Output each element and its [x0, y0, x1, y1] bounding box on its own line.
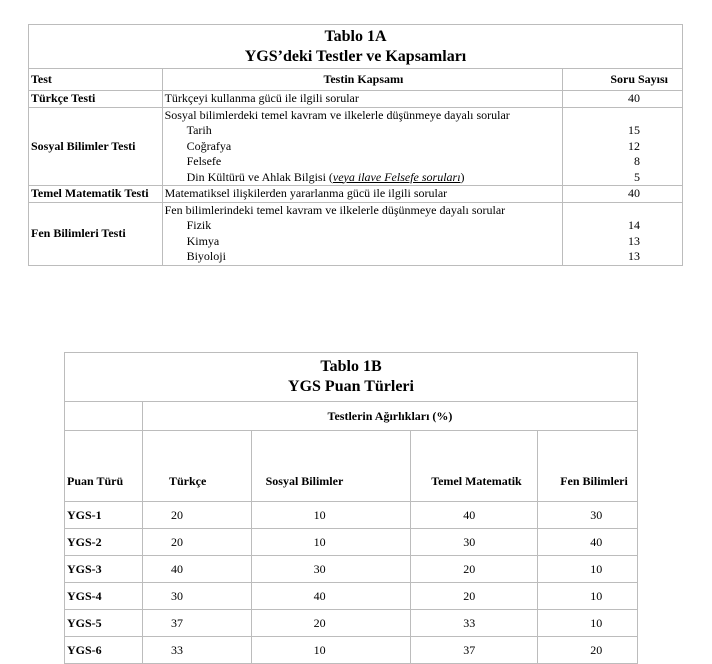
table-row — [65, 610, 638, 637]
cell-value: 40 — [538, 529, 638, 556]
cell-value: 10 — [538, 556, 638, 583]
table-1b — [64, 352, 638, 664]
cell-value: 10 — [251, 529, 411, 556]
cell-value: 30 — [142, 583, 251, 610]
subtest-count: 5 — [634, 169, 640, 184]
header-test: Test — [29, 69, 163, 91]
subtest-label-din — [165, 170, 563, 186]
table-1a — [28, 24, 683, 266]
subtest-count: 13 — [628, 233, 640, 248]
subtest-note: veya ilave Felsefe soruları — [332, 169, 461, 184]
cell-value: 20 — [142, 502, 251, 529]
table-1a-subtitle: YGS’deki Testler ve Kapsamları — [244, 48, 467, 65]
table-1b-subtitle: YGS Puan Türleri — [288, 378, 414, 395]
cell-value: 30 — [538, 502, 638, 529]
header-soru: Soru Sayısı — [563, 69, 683, 91]
cell-value: 10 — [251, 502, 411, 529]
col-header-fen: Fen Bilimleri — [538, 431, 638, 502]
table-1b-title: Tablo 1B — [320, 358, 382, 375]
cell-value: 20 — [538, 637, 638, 664]
table-row — [65, 556, 638, 583]
subtest-close: ) — [460, 169, 465, 184]
puan-name: YGS-5 — [65, 610, 143, 637]
cell-value: 10 — [538, 610, 638, 637]
subtest-label: Kimya — [186, 233, 220, 248]
subtest-count: 15 — [628, 123, 640, 137]
cell-value: 40 — [142, 556, 251, 583]
table-row — [29, 202, 683, 265]
puan-name: YGS-4 — [65, 583, 143, 610]
cell-value: 37 — [411, 637, 538, 664]
test-count: 40 — [628, 91, 640, 105]
test-name: Fen Bilimleri Testi — [29, 202, 163, 265]
table-row — [65, 529, 638, 556]
col-header-sosyal: Sosyal Bilimler — [251, 431, 411, 502]
cell-value: 20 — [251, 610, 411, 637]
test-desc: Türkçeyi kullanma gücü ile ilgili sorular — [164, 91, 359, 105]
subtest-count: 8 — [634, 154, 640, 168]
cell-value: 10 — [538, 583, 638, 610]
table-1a-title: Tablo 1A — [324, 28, 387, 45]
test-name: Türkçe Testi — [29, 91, 163, 108]
cell-value: 20 — [411, 556, 538, 583]
subtest-label: Din Kültürü ve Ahlak Bilgisi ( — [186, 169, 333, 184]
table-row — [29, 107, 683, 186]
table-1b-header-row — [65, 431, 638, 502]
table-1a-title-cell — [29, 25, 683, 69]
subtest-count: 13 — [628, 249, 640, 263]
cell-value: 30 — [251, 556, 411, 583]
subtest-label: Felsefe — [186, 154, 222, 168]
subtest-label: Tarih — [186, 123, 212, 137]
cell-value: 20 — [411, 583, 538, 610]
subtest-count: 14 — [628, 218, 640, 232]
test-name: Temel Matematik Testi — [29, 186, 163, 203]
cell-value: 10 — [251, 637, 411, 664]
cell-value: 40 — [251, 583, 411, 610]
cell-value: 33 — [142, 637, 251, 664]
subtest-count: 12 — [628, 138, 640, 153]
table-1a-header-row — [29, 69, 683, 91]
subtest-label: Biyoloji — [186, 249, 226, 263]
test-name: Sosyal Bilimler Testi — [29, 107, 163, 186]
weights-header: Testlerin Ağırlıkları (%) — [142, 402, 637, 431]
cell-value: 40 — [411, 502, 538, 529]
col-header-turkce: Türkçe — [142, 431, 251, 502]
table-row — [29, 186, 683, 203]
puan-name: YGS-6 — [65, 637, 143, 664]
blank-cell — [65, 402, 143, 431]
test-count: 40 — [628, 186, 640, 200]
puan-name: YGS-3 — [65, 556, 143, 583]
header-kapsam: Testin Kapsamı — [162, 69, 563, 91]
puan-name: YGS-1 — [65, 502, 143, 529]
puan-name: YGS-2 — [65, 529, 143, 556]
cell-value: 30 — [411, 529, 538, 556]
table-row — [65, 583, 638, 610]
test-desc: Sosyal bilimlerdeki temel kavram ve ilkelerle düşünmeye dayalı sorular — [164, 107, 510, 122]
table-row — [65, 637, 638, 664]
col-header-puan: Puan Türü — [65, 431, 143, 502]
cell-value: 37 — [142, 610, 251, 637]
cell-value: 20 — [142, 529, 251, 556]
subtest-label: Coğrafya — [186, 138, 232, 153]
test-desc: Matematiksel ilişkilerden yararlanma gücü ile ilgili sorular — [164, 186, 448, 200]
table-row — [65, 502, 638, 529]
cell-value: 33 — [411, 610, 538, 637]
subtest-label: Fizik — [186, 218, 212, 232]
test-desc: Fen bilimlerindeki temel kavram ve ilkelerle düşünmeye dayalı sorular — [164, 202, 506, 217]
col-header-matematik: Temel Matematik — [411, 431, 538, 502]
table-1b-title-cell — [65, 353, 638, 402]
table-row — [29, 91, 683, 108]
